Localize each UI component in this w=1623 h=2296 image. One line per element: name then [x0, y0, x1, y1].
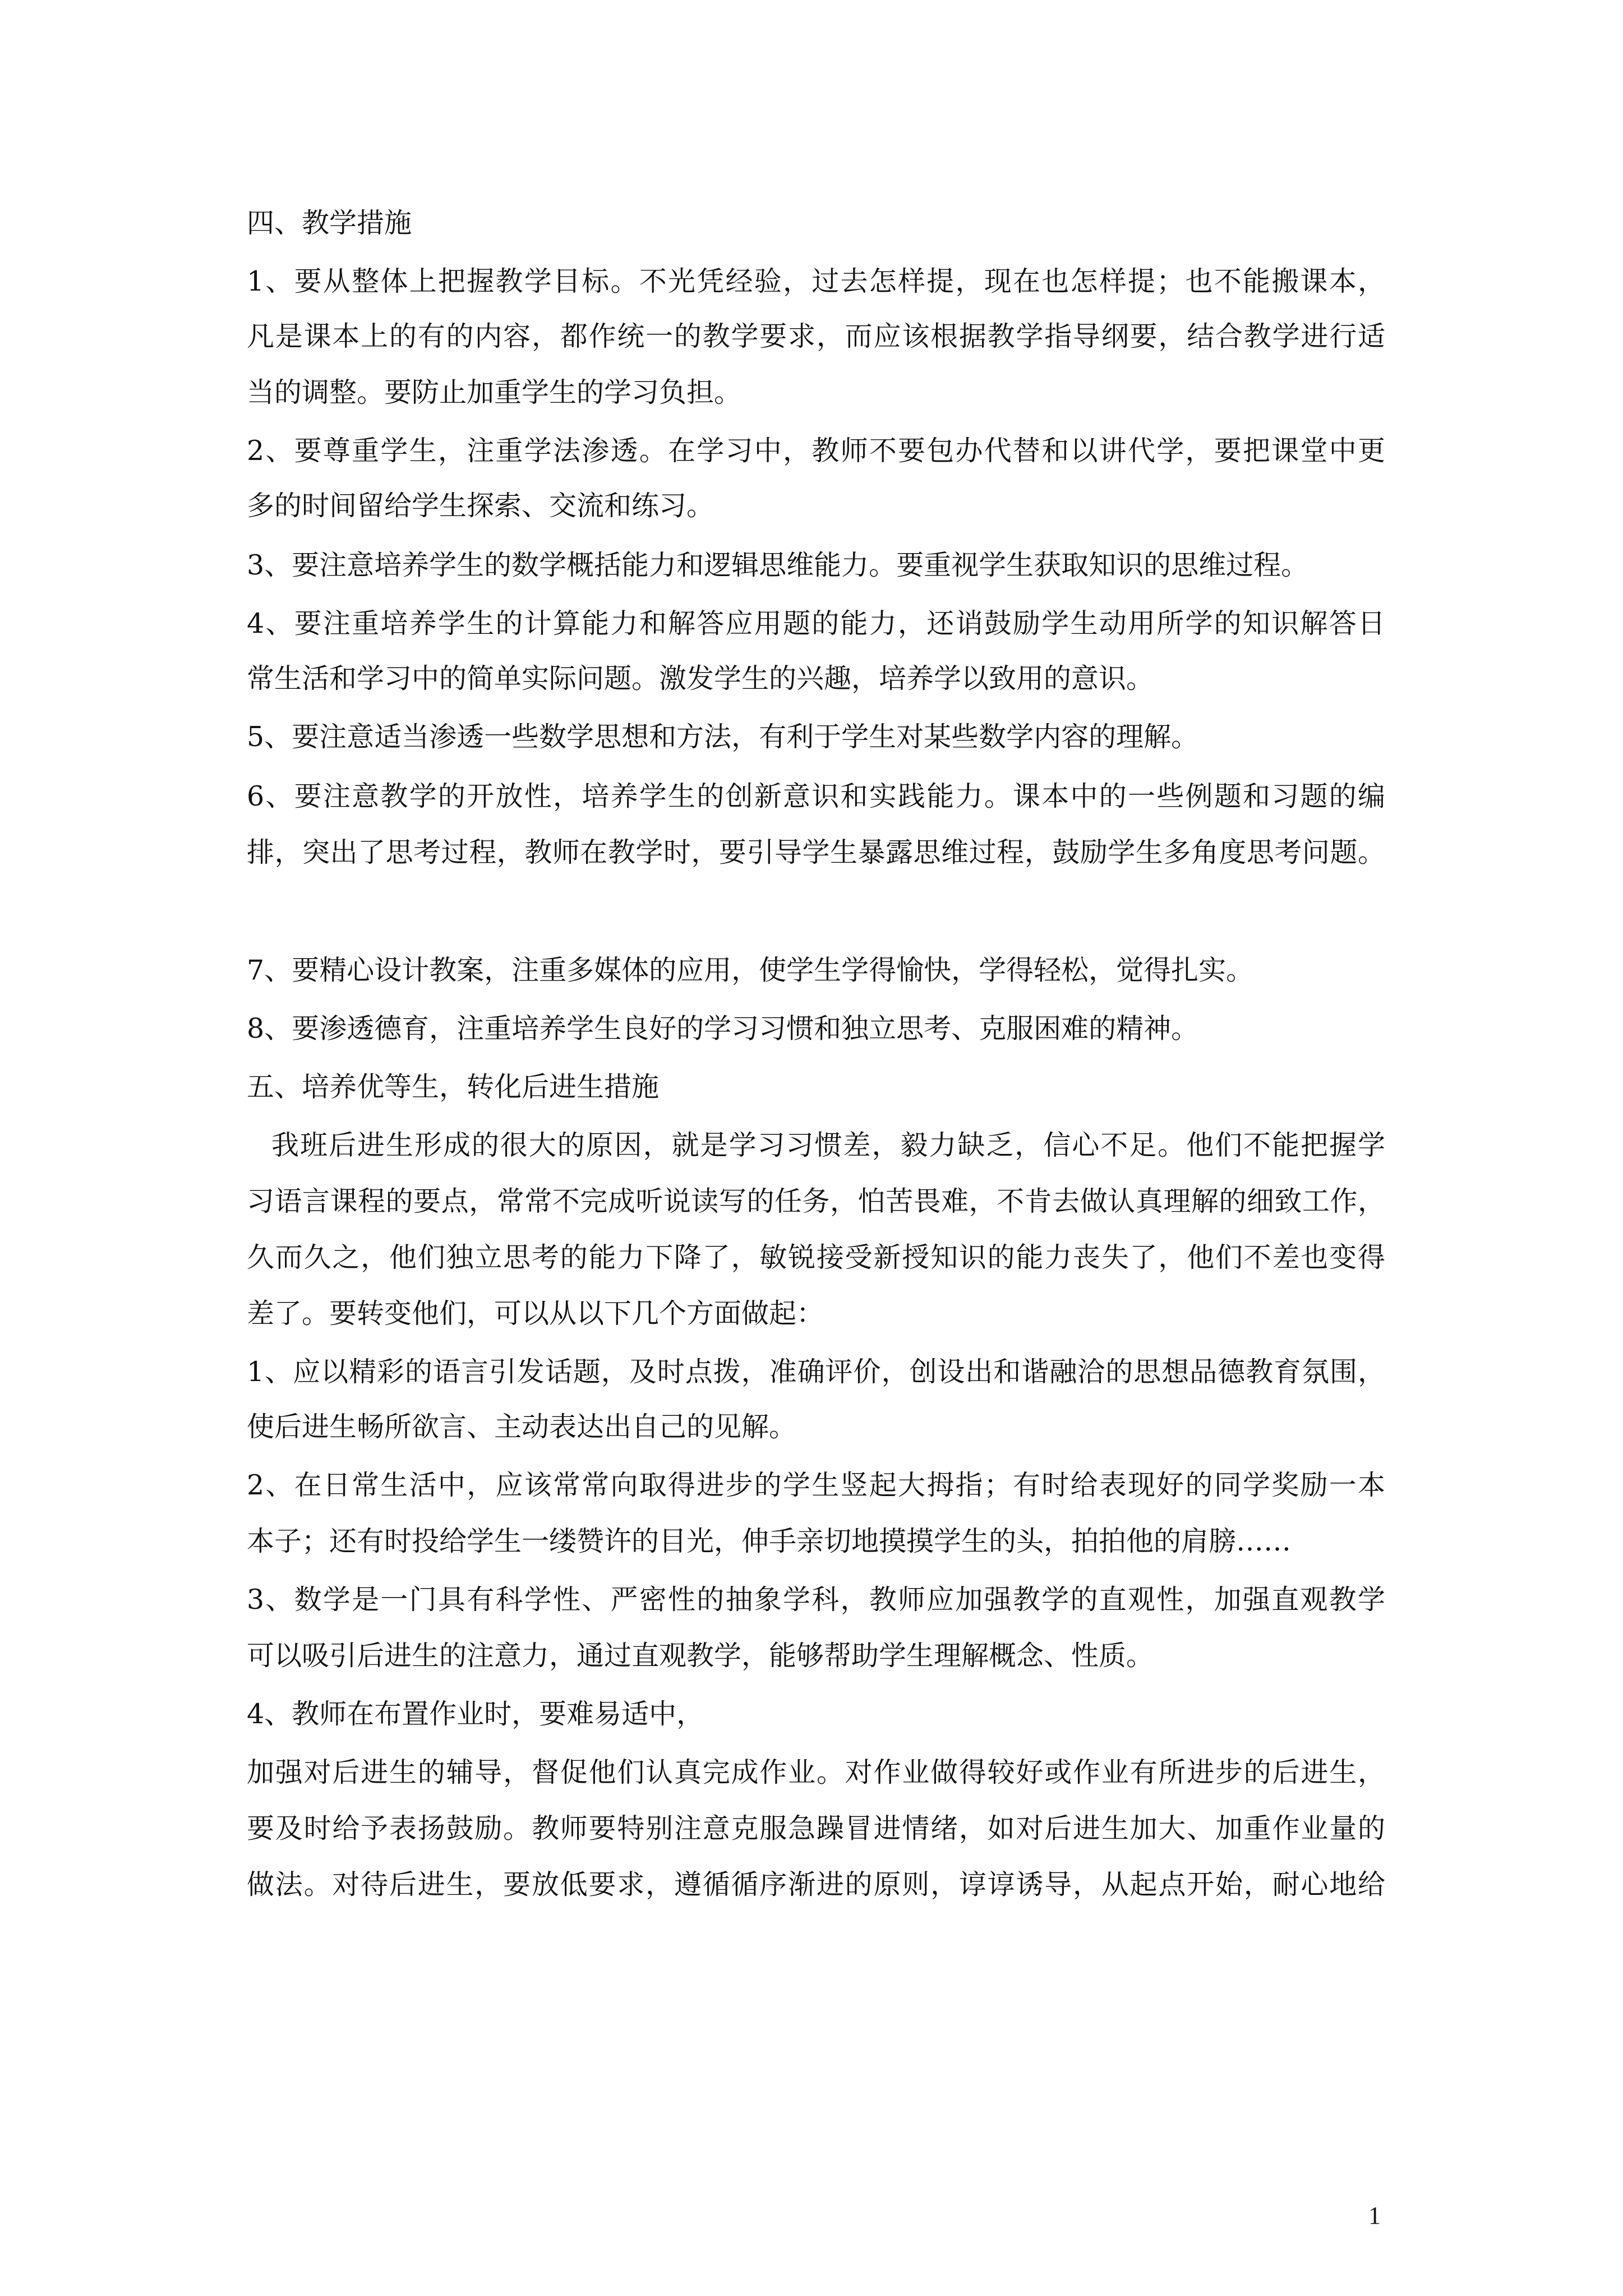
paragraph-line: 可以吸引后进生的注意力，通过直观教学，能够帮助学生理解概念、性质。: [247, 1640, 1154, 1672]
paragraph-line: 当的调整。要防止加重学生的学习负担。: [247, 376, 742, 408]
section-heading-student-measures: 五、培养优等生，转化后进生措施: [247, 1071, 660, 1103]
paragraph-line: 凡是课本上的有的内容，都作统一的教学要求，而应该根据教学指导纲要，结合教学进行适: [247, 320, 1385, 352]
paragraph-line: 8、要渗透德育，注重培养学生良好的学习习惯和独立思考、克服困难的精神。: [247, 1013, 1199, 1045]
page-number: 1: [1368, 2202, 1381, 2229]
paragraph-line: 3、数学是一门具有科学性、严密性的抽象学科，教师应加强教学的直观性，加强直观教学: [247, 1584, 1385, 1616]
paragraph-line: 4、教师在布置作业时，要难易适中，: [247, 1698, 704, 1730]
paragraph-line: 多的时间留给学生探索、交流和练习。: [247, 490, 714, 522]
paragraph-line: 5、要注意适当渗透一些数学思想和方法，有利于学生对某些数学内容的理解。: [247, 721, 1199, 753]
section-heading-teaching-measures: 四、教学措施: [247, 207, 412, 239]
paragraph-line: 习语言课程的要点，常常不完成听说读写的任务，怕苦畏难，不肯去做认真理解的细致工作，: [247, 1185, 1385, 1217]
paragraph-line: 3、要注意培养学生的数学概括能力和逻辑思维能力。要重视学生获取知识的思维过程。: [247, 549, 1309, 581]
paragraph-line: 6、要注意教学的开放性，培养学生的创新意识和实践能力。课本中的一些例题和习题的编: [247, 780, 1385, 812]
paragraph-line: 排，突出了思考过程，教师在教学时，要引导学生暴露思维过程，鼓励学生多角度思考问题。: [247, 836, 1385, 868]
paragraph-line: 1、应以精彩的语言引发话题，及时点拨，准确评价，创设出和谐融洽的思想品德教育氛围，: [247, 1356, 1385, 1388]
paragraph-line: 1、要从整体上把握教学目标。不光凭经验，过去怎样提，现在也怎样提；也不能搬课本，: [247, 265, 1385, 297]
paragraph-line: 本子；还有时投给学生一缕赞许的目光，伸手亲切地摸摸学生的头，拍拍他的肩膀……: [247, 1525, 1292, 1557]
paragraph-line: 加强对后进生的辅导，督促他们认真完成作业。对作业做得较好或作业有所进步的后进生，: [247, 1756, 1385, 1788]
paragraph-line: 使后进生畅所欲言、主动表达出自己的见解。: [247, 1411, 797, 1443]
paragraph-line: 2、在日常生活中，应该常常向取得进步的学生竖起大拇指；有时给表现好的同学奖励一本: [247, 1469, 1385, 1501]
paragraph-line: 差了。要转变他们，可以从以下几个方面做起：: [247, 1297, 824, 1329]
paragraph-line: 2、要尊重学生，注重学法渗透。在学习中，教师不要包办代替和以讲代学，要把课堂中更: [247, 435, 1385, 467]
paragraph-line: 7、要精心设计教案，注重多媒体的应用，使学生学得愉快，学得轻松，觉得扎实。: [247, 954, 1254, 986]
paragraph-line: 常生活和学习中的简单实际问题。激发学生的兴趣，培养学以致用的意识。: [247, 662, 1154, 694]
paragraph-line: 久而久之，他们独立思考的能力下降了，敏锐接受新授知识的能力丧失了，他们不差也变得: [247, 1241, 1385, 1273]
paragraph-line: 做法。对待后进生，要放低要求，遵循循序渐进的原则，谆谆诱导，从起点开始，耐心地给: [247, 1869, 1385, 1901]
paragraph-line: 要及时给予表扬鼓励。教师要特别注意克服急躁冒进情绪，如对后进生加大、加重作业量的: [247, 1812, 1385, 1844]
paragraph-line: 我班后进生形成的很大的原因，就是学习习惯差，毅力缺乏，信心不足。他们不能把握学: [271, 1129, 1385, 1161]
paragraph-line: 4、要注重培养学生的计算能力和解答应用题的能力，还诮鼓励学生动用所学的知识解答日: [247, 608, 1385, 639]
